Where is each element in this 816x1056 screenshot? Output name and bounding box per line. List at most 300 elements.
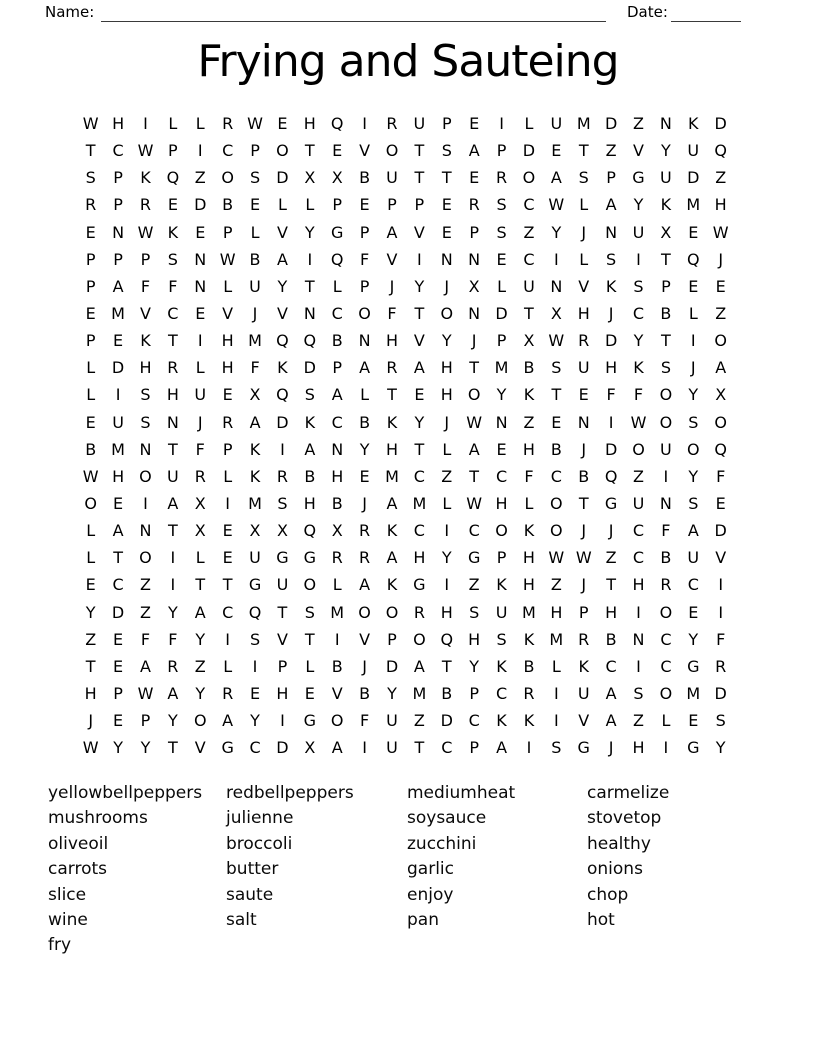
grid-letter: P: [496, 141, 507, 161]
grid-letter: I: [444, 575, 450, 595]
grid-letter: P: [113, 168, 123, 188]
grid-letter: K: [523, 711, 535, 731]
grid-letter: K: [304, 412, 316, 432]
grid-letter: I: [197, 331, 203, 351]
grid-letter: I: [417, 249, 422, 269]
grid-letter: K: [249, 466, 261, 486]
word-list-item: oliveoil: [48, 833, 109, 854]
grid-letter: V: [222, 304, 234, 324]
grid-letter: E: [688, 222, 699, 242]
word-list-item: saute: [226, 884, 274, 905]
grid-letter: Y: [441, 548, 452, 568]
grid-letter: T: [113, 548, 123, 568]
grid-letter: H: [522, 575, 535, 595]
grid-letter: H: [303, 114, 316, 134]
grid-letter: T: [85, 141, 96, 161]
grid-letter: D: [276, 738, 289, 758]
grid-letter: B: [222, 195, 234, 215]
grid-letter: R: [715, 656, 727, 676]
grid-letter: D: [194, 195, 207, 215]
grid-letter: C: [687, 575, 699, 595]
grid-letter: R: [468, 195, 480, 215]
grid-letter: Y: [661, 141, 671, 161]
grid-letter: V: [276, 222, 288, 242]
grid-letter: R: [660, 575, 672, 595]
grid-letter: F: [716, 466, 726, 486]
grid-letter: H: [303, 494, 316, 514]
grid-letter: N: [440, 249, 453, 269]
grid-letter: Z: [523, 412, 535, 432]
grid-letter: O: [659, 385, 673, 405]
word-list-item: healthy: [587, 833, 651, 854]
grid-letter: T: [551, 385, 562, 405]
word-column: [226, 781, 354, 933]
grid-letter: N: [659, 494, 672, 514]
grid-letter: E: [222, 385, 233, 405]
grid-letter: G: [577, 738, 590, 758]
grid-letter: R: [495, 168, 508, 188]
grid-letter: J: [581, 222, 587, 242]
grid-letter: H: [84, 684, 97, 704]
grid-letter: W: [575, 548, 592, 568]
grid-letter: E: [359, 195, 370, 215]
grid-letter: F: [387, 304, 397, 324]
grid-letter: J: [444, 412, 450, 432]
grid-letter: S: [304, 385, 315, 405]
grid-letter: L: [497, 276, 507, 296]
grid-letter: M: [412, 494, 427, 514]
grid-letter: G: [248, 575, 262, 595]
grid-letter: Y: [387, 684, 397, 704]
grid-letter: Y: [113, 738, 123, 758]
grid-letter: E: [496, 249, 507, 269]
grid-letter: R: [276, 466, 288, 486]
grid-letter: U: [386, 738, 398, 758]
grid-letter: I: [608, 412, 614, 432]
grid-letter: D: [111, 602, 125, 622]
grid-letter: L: [195, 358, 205, 378]
grid-letter: Y: [195, 629, 206, 649]
grid-letter: V: [633, 141, 644, 161]
grid-letter: E: [113, 331, 124, 351]
grid-letter: M: [522, 602, 536, 622]
word-list-item: redbellpeppers: [226, 783, 354, 803]
grid-letter: A: [386, 548, 398, 568]
grid-letter: L: [360, 385, 370, 405]
grid-letter: M: [686, 684, 701, 704]
grid-letter: G: [413, 575, 426, 595]
grid-letter: Q: [276, 385, 289, 405]
grid-letter: F: [140, 629, 151, 649]
grid-letter: A: [112, 521, 124, 541]
grid-letter: E: [414, 385, 425, 405]
grid-letter: K: [633, 358, 644, 378]
grid-letter: U: [413, 114, 426, 134]
grid-letter: D: [604, 331, 618, 351]
grid-letter: Q: [330, 114, 344, 134]
grid-letter: C: [550, 466, 562, 486]
grid-letter: P: [140, 249, 151, 269]
grid-letter: M: [412, 684, 427, 704]
grid-letter: A: [359, 358, 371, 378]
grid-letter: O: [358, 304, 371, 324]
grid-letter: Y: [250, 711, 260, 731]
grid-letter: E: [441, 195, 452, 215]
grid-letter: W: [82, 738, 99, 758]
grid-letter: I: [526, 738, 532, 758]
grid-letter: C: [523, 195, 535, 215]
grid-letter: Y: [633, 331, 644, 351]
grid-letter: O: [84, 494, 97, 514]
word-list-item: garlic: [407, 859, 454, 880]
grid-letter: S: [249, 629, 261, 649]
grid-letter: A: [605, 711, 617, 731]
grid-letter: E: [441, 222, 452, 242]
grid-letter: P: [250, 141, 260, 161]
grid-letter: D: [385, 656, 399, 676]
word-list-item: stovetop: [587, 808, 662, 829]
grid-letter: E: [85, 222, 96, 242]
grid-letter: Q: [330, 249, 344, 269]
grid-letter: O: [303, 575, 317, 595]
grid-letter: A: [140, 656, 151, 676]
grid-letter: Y: [414, 276, 425, 296]
grid-letter: D: [276, 412, 289, 432]
grid-letter: A: [112, 276, 124, 296]
grid-letter: O: [659, 684, 673, 704]
grid-letter: I: [718, 575, 724, 595]
grid-letter: A: [194, 602, 206, 622]
grid-letter: G: [303, 548, 317, 568]
grid-letter: G: [221, 738, 234, 758]
grid-letter: A: [550, 168, 562, 188]
grid-letter: R: [222, 114, 234, 134]
grid-letter: P: [85, 276, 96, 296]
grid-letter: E: [715, 494, 726, 514]
grid-letter: G: [687, 738, 700, 758]
grid-letter: O: [467, 385, 481, 405]
grid-letter: T: [222, 575, 233, 595]
grid-letter: L: [223, 466, 233, 486]
grid-letter: P: [113, 249, 123, 269]
grid-letter: T: [524, 304, 534, 324]
grid-letter: A: [249, 412, 261, 432]
grid-letter: X: [304, 738, 316, 758]
header-row: [0, 1, 816, 27]
grid-letter: T: [414, 168, 425, 188]
grid-letter: K: [496, 711, 507, 731]
word-list-item: julienne: [226, 808, 294, 829]
grid-letter: Z: [633, 466, 644, 486]
grid-letter: T: [441, 168, 452, 188]
grid-letter: Q: [248, 602, 262, 622]
grid-letter: K: [523, 385, 535, 405]
grid-letter: X: [550, 304, 562, 324]
grid-letter: A: [331, 738, 343, 758]
grid-letter: P: [661, 276, 671, 296]
grid-letter: Y: [633, 195, 644, 215]
grid-letter: I: [143, 114, 148, 134]
grid-letter: J: [362, 494, 367, 514]
grid-letter: R: [167, 656, 179, 676]
grid-letter: D: [495, 304, 508, 324]
grid-letter: E: [688, 711, 699, 731]
grid-letter: B: [660, 304, 672, 324]
grid-letter: P: [469, 684, 479, 704]
grid-letter: L: [168, 114, 178, 134]
grid-letter: C: [660, 629, 672, 649]
grid-letter: O: [385, 602, 399, 622]
grid-letter: E: [249, 684, 261, 704]
grid-letter: D: [276, 168, 289, 188]
grid-letter: Z: [194, 656, 206, 676]
grid-letter: H: [440, 358, 453, 378]
grid-letter: B: [660, 548, 672, 568]
grid-letter: A: [222, 711, 234, 731]
grid-letter: J: [690, 358, 696, 378]
grid-letter: A: [359, 575, 371, 595]
grid-letter: R: [413, 602, 425, 622]
grid-letter: T: [469, 466, 480, 486]
grid-letter: O: [659, 412, 673, 432]
grid-letter: N: [303, 304, 316, 324]
grid-letter: K: [660, 195, 672, 215]
grid-letter: O: [440, 304, 454, 324]
grid-letter: Y: [414, 412, 425, 432]
grid-letter: S: [688, 494, 699, 514]
grid-letter: I: [143, 494, 148, 514]
grid-letter: T: [414, 738, 425, 758]
grid-letter: P: [113, 684, 123, 704]
grid-letter: E: [85, 412, 96, 432]
grid-letter: S: [715, 711, 726, 731]
grid-letter: C: [605, 656, 617, 676]
grid-letter: R: [139, 195, 152, 215]
grid-letter: B: [249, 249, 261, 269]
grid-letter: R: [194, 466, 206, 486]
grid-letter: O: [358, 602, 371, 622]
grid-letter: N: [550, 276, 563, 296]
grid-letter: S: [469, 602, 480, 622]
grid-letter: H: [385, 439, 398, 459]
grid-letter: C: [495, 466, 508, 486]
grid-letter: E: [551, 412, 562, 432]
word-list-item: zucchini: [407, 833, 477, 854]
grid-letter: U: [495, 602, 508, 622]
grid-letter: H: [632, 738, 645, 758]
grid-letter: E: [195, 222, 206, 242]
grid-letter: E: [85, 304, 96, 324]
grid-letter: I: [170, 548, 176, 568]
grid-letter: W: [548, 195, 565, 215]
grid-letter: K: [523, 521, 535, 541]
grid-letter: C: [468, 521, 480, 541]
grid-letter: T: [167, 439, 178, 459]
grid-letter: L: [524, 114, 534, 134]
word-list-item: fry: [48, 935, 72, 956]
grid-letter: R: [331, 548, 343, 568]
grid-letter: O: [714, 331, 727, 351]
grid-letter: R: [222, 684, 234, 704]
grid-letter: Y: [441, 331, 452, 351]
grid-letter: E: [113, 494, 124, 514]
word-list-item: mushrooms: [48, 808, 148, 829]
grid-letter: T: [167, 738, 178, 758]
grid-letter: F: [360, 711, 370, 731]
grid-letter: T: [578, 494, 589, 514]
grid-letter: A: [276, 249, 288, 269]
grid-letter: X: [523, 331, 535, 351]
grid-letter: X: [276, 521, 288, 541]
grid-letter: S: [688, 412, 699, 432]
grid-letter: I: [334, 629, 340, 649]
grid-letter: F: [250, 358, 260, 378]
grid-letter: L: [551, 656, 561, 676]
grid-letter: C: [523, 249, 535, 269]
grid-letter: H: [550, 602, 563, 622]
grid-letter: Y: [688, 629, 699, 649]
grid-letter: B: [359, 684, 371, 704]
grid-letter: F: [140, 276, 151, 296]
grid-letter: Q: [303, 521, 317, 541]
grid-letter: Z: [605, 141, 617, 161]
grid-letter: T: [304, 629, 315, 649]
grid-letter: T: [578, 141, 589, 161]
grid-letter: J: [608, 304, 614, 324]
grid-letter: E: [359, 466, 370, 486]
grid-letter: U: [276, 575, 289, 595]
grid-letter: N: [495, 412, 508, 432]
grid-letter: G: [687, 656, 700, 676]
grid-letter: C: [632, 304, 645, 324]
grid-letter: W: [712, 222, 729, 242]
grid-letter: Z: [194, 168, 206, 188]
grid-letter: A: [687, 521, 699, 541]
grid-letter: R: [578, 331, 590, 351]
grid-letter: W: [630, 412, 647, 432]
grid-letter: S: [85, 168, 96, 188]
grid-letter: W: [137, 222, 154, 242]
grid-letter: V: [413, 222, 425, 242]
grid-letter: F: [195, 439, 205, 459]
grid-letter: E: [113, 711, 124, 731]
grid-letter: E: [113, 629, 124, 649]
grid-letter: J: [197, 412, 203, 432]
grid-letter: N: [139, 521, 152, 541]
grid-letter: P: [414, 195, 425, 215]
grid-letter: S: [551, 358, 562, 378]
grid-letter: C: [331, 412, 343, 432]
grid-letter: X: [304, 168, 316, 188]
grid-letter: N: [194, 276, 207, 296]
grid-letter: L: [86, 358, 96, 378]
grid-letter: A: [386, 494, 398, 514]
grid-letter: E: [688, 276, 699, 296]
grid-letter: C: [112, 141, 124, 161]
grid-letter: T: [85, 656, 96, 676]
grid-letter: U: [523, 276, 535, 296]
grid-letter: H: [440, 602, 453, 622]
grid-letter: U: [550, 114, 563, 134]
grid-letter: S: [277, 494, 288, 514]
grid-letter: L: [524, 494, 534, 514]
grid-letter: G: [604, 494, 618, 514]
grid-letter: O: [330, 711, 344, 731]
grid-letter: H: [276, 684, 289, 704]
grid-letter: Z: [605, 548, 617, 568]
grid-letter: S: [660, 358, 671, 378]
grid-letter: F: [661, 521, 671, 541]
grid-letter: K: [496, 575, 507, 595]
grid-letter: J: [581, 439, 587, 459]
grid-letter: B: [304, 466, 316, 486]
grid-letter: E: [222, 521, 233, 541]
grid-letter: J: [608, 738, 614, 758]
grid-letter: U: [687, 548, 700, 568]
grid-letter: E: [551, 141, 562, 161]
grid-letter: M: [494, 358, 509, 378]
grid-letter: O: [659, 602, 673, 622]
grid-letter: D: [440, 711, 453, 731]
grid-letter: A: [715, 358, 727, 378]
grid-letter: Q: [303, 331, 317, 351]
grid-letter: X: [194, 521, 206, 541]
grid-letter: H: [166, 385, 179, 405]
grid-letter: F: [360, 249, 370, 269]
grid-letter: M: [330, 602, 345, 622]
grid-letter: P: [332, 358, 343, 378]
grid-letter: T: [195, 575, 206, 595]
grid-letter: I: [663, 738, 669, 758]
grid-letter: B: [331, 656, 343, 676]
grid-letter: N: [194, 249, 207, 269]
grid-letter: Z: [441, 466, 453, 486]
grid-letter: E: [578, 385, 589, 405]
grid-letter: U: [577, 358, 590, 378]
grid-letter: V: [331, 684, 343, 704]
grid-letter: Q: [440, 629, 454, 649]
grid-letter: X: [331, 168, 343, 188]
date-label: Date:: [627, 3, 668, 21]
grid-letter: H: [385, 331, 398, 351]
grid-letter: A: [386, 222, 398, 242]
grid-letter: P: [222, 222, 233, 242]
grid-letter: U: [632, 222, 645, 242]
grid-letter: W: [247, 114, 263, 134]
grid-letter: B: [331, 331, 343, 351]
grid-letter: J: [608, 521, 614, 541]
grid-letter: D: [714, 114, 727, 134]
grid-letter: I: [362, 738, 367, 758]
grid-letter: K: [386, 575, 398, 595]
grid-letter: Y: [688, 466, 699, 486]
grid-letter: B: [605, 629, 617, 649]
grid-letter: G: [632, 168, 645, 188]
grid-letter: W: [82, 114, 99, 134]
grid-letter: I: [499, 114, 504, 134]
grid-letter: Q: [686, 249, 700, 269]
grid-letter: I: [636, 602, 641, 622]
grid-letter: I: [170, 575, 176, 595]
grid-letter: H: [331, 466, 344, 486]
grid-letter: F: [168, 629, 178, 649]
grid-letter: I: [280, 711, 285, 731]
word-list-item: carmelize: [587, 783, 670, 803]
grid-letter: X: [715, 385, 727, 405]
grid-letter: W: [82, 466, 99, 486]
grid-letter: S: [304, 602, 315, 622]
grid-letter: N: [468, 304, 481, 324]
